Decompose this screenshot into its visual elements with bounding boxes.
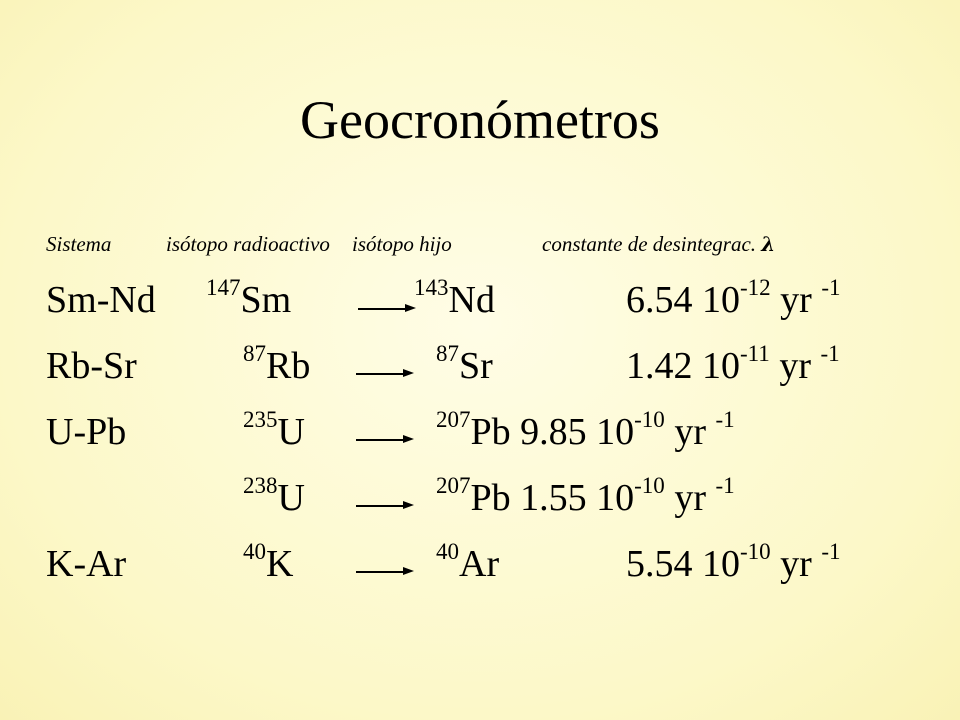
- parent-mass: 40: [243, 539, 266, 564]
- header-isotopo-hijo: isótopo hijo: [352, 232, 452, 256]
- daughter-isotope: [436, 341, 493, 387]
- daughter-isotope: [436, 473, 735, 519]
- decay-constant: [626, 275, 841, 321]
- parent-mass: 235: [243, 407, 278, 432]
- table-row: [0, 341, 960, 402]
- parent-element: Rb: [266, 345, 311, 387]
- const-unit: yr: [770, 279, 822, 321]
- const-exponent: -12: [740, 275, 771, 300]
- decay-arrow-icon: [356, 435, 414, 445]
- const-exponent: -10: [634, 473, 665, 498]
- parent-isotope: [243, 539, 294, 585]
- const-mantissa: 1.42 10: [626, 345, 740, 387]
- header-constante: [542, 232, 775, 257]
- parent-isotope: [206, 275, 292, 321]
- daughter-element: Ar: [459, 543, 500, 585]
- const-exponent: -10: [634, 407, 665, 432]
- slide-title: Geocronómetros: [300, 90, 660, 150]
- daughter-isotope: [414, 275, 495, 321]
- table-row: [0, 407, 960, 468]
- table-row: [0, 539, 960, 600]
- parent-element: K: [266, 543, 294, 585]
- decay-arrow-icon: [356, 501, 414, 511]
- const-unit: yr: [769, 345, 821, 387]
- parent-isotope: [243, 473, 305, 519]
- const-mantissa: 5.54 10: [626, 543, 740, 585]
- decay-arrow-icon: [356, 567, 414, 577]
- const-unit-exponent: -1: [821, 275, 841, 300]
- const-mantissa: 1.55 10: [520, 477, 635, 519]
- daughter-element: Pb: [470, 477, 511, 519]
- table-row: [0, 473, 960, 534]
- const-mantissa: 6.54 10: [626, 279, 740, 321]
- const-unit-exponent: -1: [820, 341, 840, 366]
- parent-element: U: [277, 477, 305, 519]
- decay-constant: [626, 539, 841, 585]
- daughter-mass: 207: [436, 473, 471, 498]
- parent-isotope: [243, 407, 305, 453]
- const-unit: yr: [664, 411, 716, 453]
- decay-arrow-icon: [356, 369, 414, 379]
- table-row: [0, 275, 960, 336]
- daughter-mass: 40: [436, 539, 459, 564]
- parent-mass: 87: [243, 341, 266, 366]
- const-unit-exponent: -1: [715, 407, 735, 432]
- daughter-isotope: [436, 539, 500, 585]
- header-constante-text: constante de desintegrac.: [542, 232, 757, 256]
- daughter-mass: 87: [436, 341, 459, 366]
- parent-element: U: [277, 411, 305, 453]
- parent-isotope: [243, 341, 311, 387]
- system-name: Rb-Sr: [46, 345, 137, 387]
- const-unit-exponent: -1: [821, 539, 841, 564]
- daughter-isotope: [436, 407, 735, 453]
- const-exponent: -11: [740, 341, 770, 366]
- daughter-mass: 143: [414, 275, 449, 300]
- const-mantissa: 9.85 10: [520, 411, 635, 453]
- decay-arrow-icon: [358, 304, 416, 314]
- daughter-element: Sr: [459, 345, 493, 387]
- system-name: U-Pb: [46, 411, 127, 453]
- const-unit: yr: [770, 543, 822, 585]
- parent-element: Sm: [240, 279, 292, 321]
- system-name: Sm-Nd: [46, 279, 156, 321]
- parent-mass: 238: [243, 473, 278, 498]
- decay-constant: [626, 341, 840, 387]
- const-exponent: -10: [740, 539, 771, 564]
- lambda-symbol: λ: [761, 232, 776, 256]
- daughter-element: Pb: [470, 411, 511, 453]
- header-sistema: Sistema: [46, 232, 112, 256]
- const-unit-exponent: -1: [715, 473, 735, 498]
- daughter-element: Nd: [448, 279, 495, 321]
- system-name: K-Ar: [46, 543, 127, 585]
- const-unit: yr: [664, 477, 716, 519]
- daughter-mass: 207: [436, 407, 471, 432]
- parent-mass: 147: [206, 275, 241, 300]
- header-isotopo-radioactivo: isótopo radioactivo: [166, 232, 330, 256]
